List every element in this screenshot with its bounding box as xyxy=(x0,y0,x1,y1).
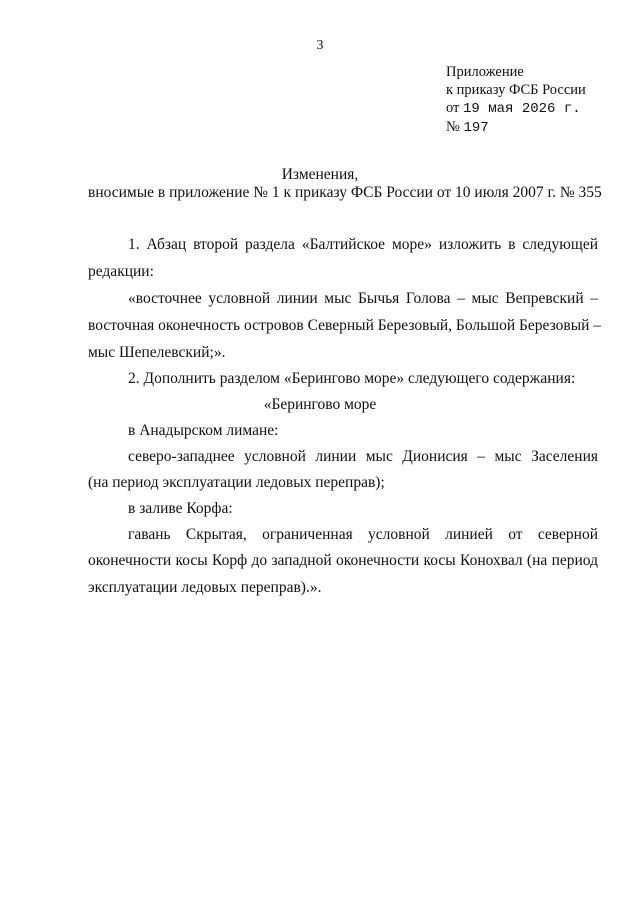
document-subtitle: вносимые в приложение № 1 к приказу ФСБ России от 10 июля 2007 г. № 355 xyxy=(88,184,602,201)
subsection-2-line-3: эксплуатации ледовых переправ).». xyxy=(88,579,322,596)
attachment-number-prefix: № xyxy=(446,119,460,135)
attachment-number-line xyxy=(446,118,586,137)
attachment-date-prefix: от xyxy=(446,100,460,116)
attachment-line1: Приложение xyxy=(446,64,524,80)
attachment-stamp xyxy=(446,63,586,137)
quote-1-line-3: мыс Шепелевский;». xyxy=(88,344,226,361)
quote-1-line-1: «восточнее условной линии мыс Бычья Голова – мыс Вепревский – xyxy=(128,290,598,307)
attachment-number: 197 xyxy=(463,120,489,136)
subsection-1-line-2: (на период эксплуатации ледовых переправ); xyxy=(88,474,385,491)
attachment-line2: к приказу ФСБ России xyxy=(446,82,586,98)
subsection-2-title: в заливе Корфа: xyxy=(128,500,233,517)
subsection-2-line-2: оконечности косы Корф до западной оконечности косы Конохвал (на период xyxy=(88,552,598,569)
subsection-1-line-1: северо-западнее условной линии мыс Дионисия – мыс Заселения xyxy=(128,448,598,465)
subsection-2-line-1: гавань Скрытая, ограниченная условной линией от северной xyxy=(128,526,598,543)
paragraph-1-line-1: 1. Абзац второй раздела «Балтийское море» изложить в следующей xyxy=(128,236,598,253)
subsection-1-title: в Анадырском лимане: xyxy=(128,422,279,439)
paragraph-1-line-2: редакции: xyxy=(88,263,154,280)
page-number: 3 xyxy=(316,38,324,53)
paragraph-2: 2. Дополнить разделом «Берингово море» следующего содержания: xyxy=(128,370,576,387)
quote-1-line-2: восточная оконечность островов Северный Березовый, Большой Березовый – xyxy=(88,317,602,334)
document-title: Изменения, xyxy=(281,166,359,183)
section-title: «Берингово море xyxy=(263,396,377,413)
attachment-date: 19 мая 2026 г. xyxy=(463,101,581,117)
attachment-date-line xyxy=(446,99,586,118)
